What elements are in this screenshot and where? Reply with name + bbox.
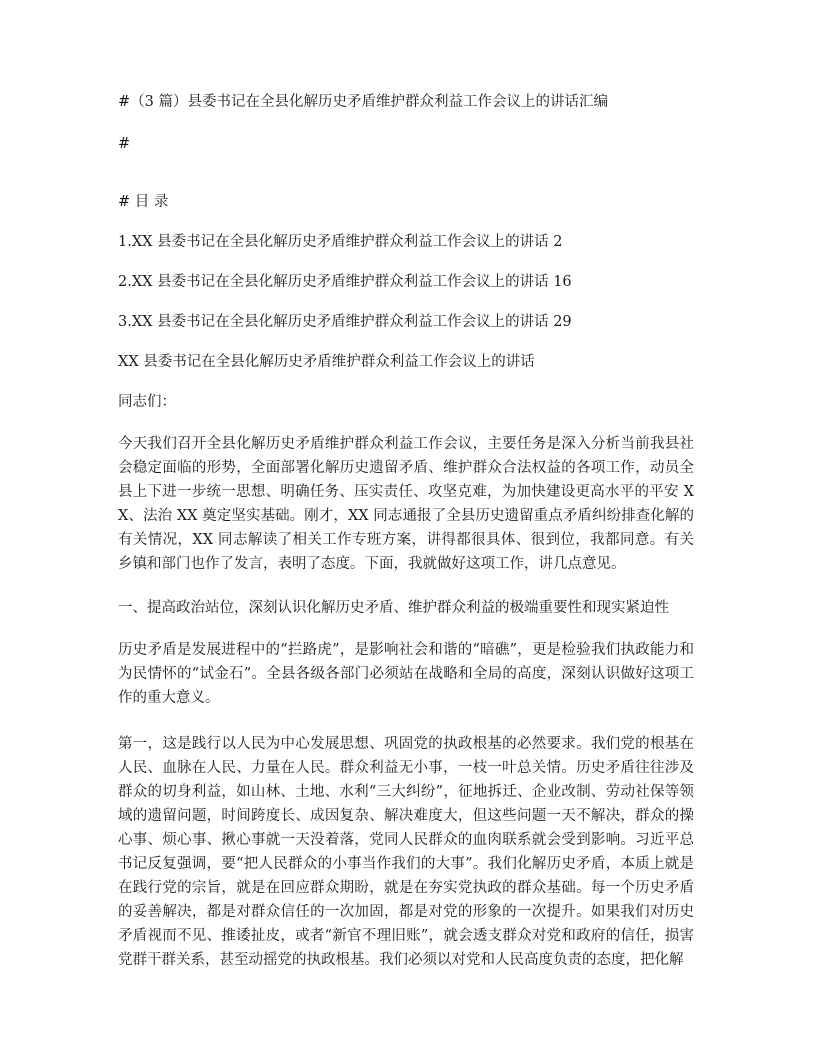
toc-item-2: 2.XX 县委书记在全县化解历史矛盾维护群众利益工作会议上的讲话 16 [118, 274, 572, 290]
document-page [118, 92, 694, 972]
paragraph-history: 历史矛盾是发展进程中的“拦路虎”，是影响社会和谐的“暗礁”，更是检验我们执政能力和为民情怀的“试金石”。全县各级各部门必须站在战略和全局的高度，深刻认识做好这项工作的重大意义。 [118, 642, 694, 706]
hash-marker: # [118, 136, 131, 152]
paragraph-intro: 今天我们召开全县化解历史矛盾维护群众利益工作会议，主要任务是深入分析当前我县社会稳定面临的形势，全面部署化解历史遗留矛盾、维护群众合法权益的各项工作，动员全县上下进一步统一思想、明确任务、压实责任、攻坚克难，为加快建设更高水平的平安 XX、法治 XX 奠定坚实基础。刚才，XX 同志通报了全县历史遗留重点矛盾纠纷排查化解的有关情况，XX 同志解读了相关工作专班方案，讲得都很具体、很到位，我都同意。有关乡镇和部门也作了发言，表明了态度。下面，我就做好这项工作，讲几点意见。 [118, 436, 694, 572]
toc-item-3: 3.XX 县委书记在全县化解历史矛盾维护群众利益工作会议上的讲话 29 [118, 314, 572, 330]
document-title: #（3 篇）县委书记在全县化解历史矛盾维护群众利益工作会议上的讲话汇编 [118, 94, 608, 110]
section-heading-1: 一、提高政治站位，深刻认识化解历史矛盾、维护群众利益的极端重要性和现实紧迫性 [118, 600, 669, 616]
greeting: 同志们： [118, 394, 176, 410]
speech-title: XX 县委书记在全县化解历史矛盾维护群众利益工作会议上的讲话 [118, 354, 535, 370]
paragraph-first-point: 第一，这是践行以人民为中心发展思想、巩固党的执政根基的必然要求。我们党的根基在人民、血脉在人民、力量在人民。群众利益无小事，一枝一叶总关情。历史矛盾往往涉及群众的切身利益，如山林、土地、水利“三大纠纷”，征地拆迁、企业改制、劳动社保等领域的遗留问题，时间跨度长、成因复杂、解决难度大，但这些问题一天不解决，群众的操心事、烦心事、揪心事就一天没着落，党同人民群众的血肉联系就会受到影响。习近平总书记反复强调，要“把人民群众的小事当作我们的大事”。我们化解历史矛盾，本质上就是在践行党的宗旨，就是在回应群众期盼，就是在夯实党执政的群众基础。每一个历史矛盾的妥善解决，都是对群众信任的一次加固，都是对党的形象的一次提升。如果我们对历史矛盾视而不见、推诿扯皮，或者“新官不理旧账”，就会透支群众对党和政府的信任，损害党群干群关系，甚至动摇党的执政根基。我们必须以对党和人民高度负责的态度，把化解 [118, 736, 694, 968]
toc-heading: # 目 录 [118, 194, 169, 210]
toc-item-1: 1.XX 县委书记在全县化解历史矛盾维护群众利益工作会议上的讲话 2 [118, 234, 563, 250]
